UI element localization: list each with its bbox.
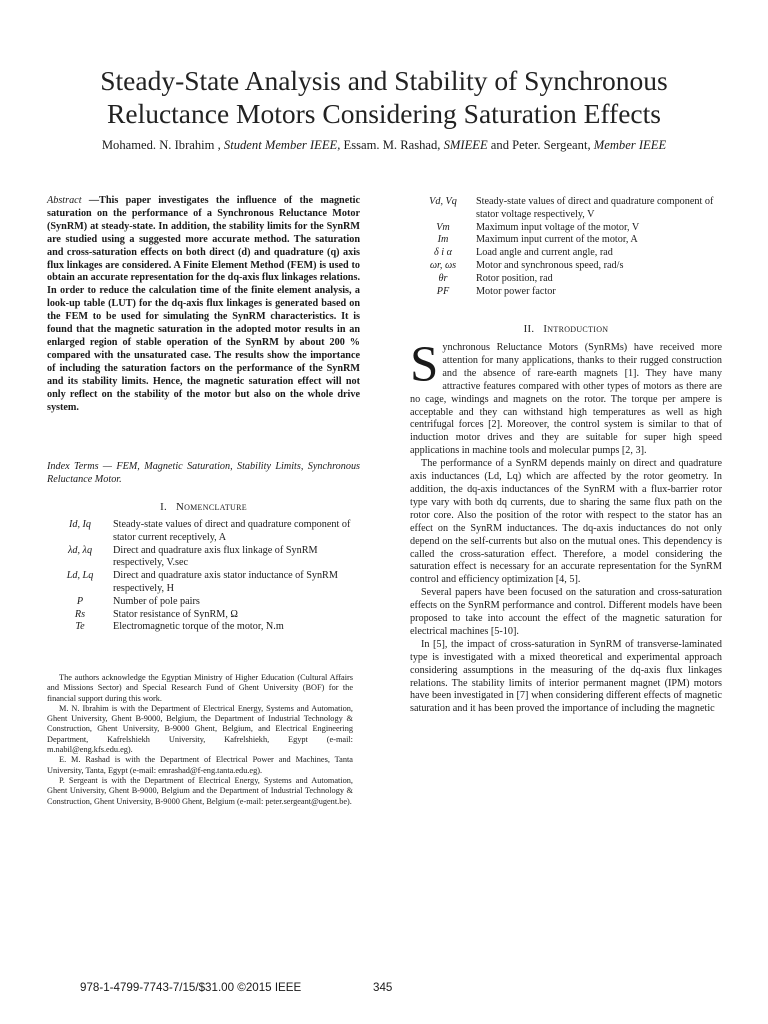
nomenclature-symbol: Im [437,234,449,246]
introduction-body [410,337,722,716]
author-3-role: Member IEEE [593,138,667,152]
intro-paragraph-2: The performance of a SynRM depends mainly on direct and quadrature axis inductances (Ld, Lq) which are affected by the rotor geometry. In addition, the dq-axis inductances of the SynRM with a flux-barrier rotor type vary with both dq currents, due to sharing the same flux path on the rotor core. Also the position of the rotor with respect to the stator has an effect on the SynRM inductances. The dq-axis inductances do not only depend on the self-currents but also on the mutual ones. This dependency is called the cross-saturation effect. Therefore, a model considering the saturation effect is necessary for an accurate representation for the SynRM control and efficiency optimization [4, 5]. [410,458,722,586]
nomenclature-symbol: λd, λq [67,544,93,556]
nomenclature-symbol: P [76,595,84,607]
nomenclature-description: Electromagnetic torque of the motor, N.m [113,621,284,633]
nomenclature-description: Steady-state values of direct and quadrature component of stator voltage respectively, V [476,196,714,220]
footnotes [47,673,353,807]
section-2-title: Introduction [543,323,609,335]
title-line-2: Reluctance Motors Considering Saturation Effects [107,98,661,129]
nomenclature-symbol: PF [436,285,450,297]
intro-paragraph-1 [410,337,722,458]
nomenclature-description: Motor and synchronous speed, rad/s [476,259,624,271]
nomenclature-symbol: Id, Iq [68,519,92,530]
page-number: 345 [373,981,393,994]
nomenclature-symbol: Vd, Vq [429,196,457,207]
author-2-role: SMIEEE [443,138,488,152]
section-heading-introduction [410,323,722,336]
nomenclature-row [47,545,360,571]
section-1-number: I. [160,501,167,513]
paper-title [0,64,768,130]
nomenclature-description: Direct and quadrature axis flux linkage of SynRM respectively, V.sec [113,544,318,569]
nomenclature-symbol: Te [75,621,85,633]
intro-paragraph-3: Several papers have been focused on the saturation and cross-saturation effects on the SynRM performance and control. Different models have been proposed to take into account the effect of the magnetic saturation for electrical machines [5-10]. [410,587,722,637]
intro-paragraph-4: In [5], the impact of cross-saturation in SynRM of transverse-laminated type is investigated with a mixed theoretical and experimental approach considering assumptions in the measuring of the dq-axis flux linkages relations. The stability limits of interior permanent magnet (IPM) motors have been investigated in [7] when considering different effects of magnetic saturation and it has been proved the importance of including the magnetic [410,638,722,715]
author-1-role: Student Member IEEE, [223,138,341,152]
index-terms: Index Terms — FEM, Magnetic Saturation, Stability Limits, Synchronous Reluctance Motor. [47,461,360,485]
section-2-number: II. [523,323,535,335]
nomenclature-symbol: Ld, Lq [66,570,94,582]
nomenclature-symbol: Rs [74,608,86,620]
nomenclature-table-left [47,519,360,634]
intro-paragraph-1-text: ynchronous Reluctance Motors (SynRMs) have received more attention for many applications, thanks to their rugged construction and the absence of rare-earth magnets [1]. They have many attractive features compared with other types of motors as there are no cage, windings and magnets on the rotor. The torque per ampere is acceptable and they can withstand high temperatures as well as high centrifugal forces [2]. Moreover, the control system is similar to that of induction motor drives and they are suitable for super high speed applications in machine tools and molecular pumps [2, 3]. [410,342,722,457]
footnote-3: E. M. Rashad is with the Department of Electrical Power and Machines, Tanta University, Tanta, Egypt (e-mail: emrashad@f-eng.tanta.edu.eg). [47,755,353,775]
nomenclature-description: Load angle and current angle, rad [476,247,613,259]
nomenclature-table-right [410,196,722,298]
abstract-label: Abstract [47,195,82,206]
footnote-2: M. N. Ibrahim is with the Department of Electrical Energy, Systems and Automation, Ghent University, Ghent B-9000, Belgium, the Department of Industrial Technology & Construction, Ghent University, B-9000 Ghent, Belgium, and Electrical Engineering Department, Kafrelshiekh University, Kafrelshiekh, Egypt (e-mail: m.nabil@eng.kfs.edu.eg). [47,703,353,755]
section-heading-nomenclature [47,501,360,514]
nomenclature-symbol: Vm [436,221,450,233]
nomenclature-description: Maximum input current of the motor, A [476,234,638,246]
author-2: Essam. M. Rashad, [340,138,444,152]
nomenclature-row [47,570,360,596]
nomenclature-row [410,247,722,260]
abstract-text: —This paper investigates the influence of the magnetic saturation on the performance of a Synchronous Reluctance Motor (SynRM) at steady-state. In addition, the stability limits for the SynRM are studied using a suggested more accurate method. The saturation and cross-saturation effects on both direct (d) and quadrature (q) axis flux linkages are considered. A Finite Element Method (FEM) is used to obtain an accurate representation for the dq-axis flux linkages relations. In order to reduce the calculation time of the finite element analysis, a look-up table (LUT) for the dq-axis flux linkages is generated based on the FEM to be used for simulating the SynRM characteristics. It is found that the magnetic saturation in the adopted motor results in an enlarged region of stable operation of the SynRM by about 200 % compared with the unsaturated case. The results show the importance of including the saturation factors on the performance of the SynRM and its stability limits. Hence, the magnetic saturation effect will not only reflect on the stability of the motor but also on the whole drive system. [47,195,360,413]
drop-cap: S [410,337,439,393]
nomenclature-description: Stator resistance of SynRM, Ω [113,608,238,620]
nomenclature-row [47,621,360,634]
footnote-4: P. Sergeant is with the Department of Electrical Energy, Systems and Automation, Ghent University, Ghent B-9000, Belgium and the Department of Industrial Technology & Construction, Ghent University, B-9000 Ghent, Belgium (e-mail: peter.sergeant@ugent.be). [47,775,353,806]
nomenclature-row [47,596,360,609]
abstract [47,195,360,414]
nomenclature-row [410,260,722,273]
author-1: Mohamed. N. Ibrahim , [101,138,224,152]
nomenclature-row [410,273,722,286]
nomenclature-row [410,196,722,222]
nomenclature-row [47,609,360,622]
nomenclature-row [47,519,360,545]
nomenclature-row [410,222,722,235]
nomenclature-row [410,234,722,247]
footnote-1: The authors acknowledge the Egyptian Ministry of Higher Education (Cultural Affairs and Missions Sector) and Special Research Fund of Ghent University (BOF) for the financial support during this work. [47,673,353,703]
nomenclature-description: Maximum input voltage of the motor, V [476,221,640,233]
nomenclature-description: Direct and quadrature axis stator inductance of SynRM respectively, H [113,570,338,594]
section-1-title: Nomenclature [175,501,247,513]
author-list [0,138,768,153]
nomenclature-symbol: δ i α [433,247,452,259]
nomenclature-description: Motor power factor [476,285,556,297]
nomenclature-description: Number of pole pairs [113,595,200,607]
nomenclature-row [410,286,722,299]
nomenclature-description: Steady-state values of direct and quadrature component of stator current receptively, A [113,519,351,543]
title-line-1: Steady-State Analysis and Stability of Synchronous [100,65,668,96]
copyright-footer: 978-1-4799-7743-7/15/$31.00 ©2015 IEEE [80,981,302,994]
nomenclature-symbol: θr [438,272,448,284]
nomenclature-description: Rotor position, rad [476,272,553,284]
author-3: and Peter. Sergeant, [487,138,594,152]
nomenclature-symbol: ωr, ωs [429,259,457,271]
